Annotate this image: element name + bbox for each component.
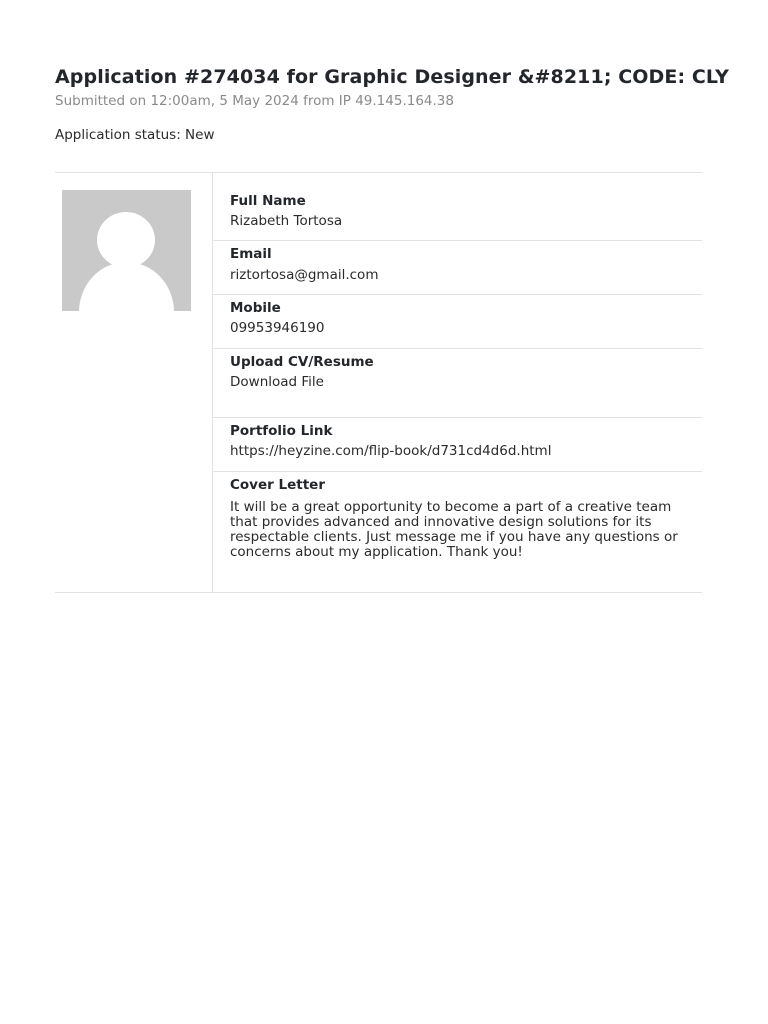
- field-cover-letter: [213, 472, 702, 591]
- submission-info: Submitted on 12:00am, 5 May 2024 from IP 49.145.164.38: [55, 93, 454, 109]
- field-mobile: [213, 295, 702, 349]
- applicant-card: [55, 172, 702, 593]
- portfolio-label: Portfolio Link: [230, 423, 333, 439]
- page-title: Application #274034 for Graphic Designer &#8211; CODE: CLY: [55, 66, 730, 88]
- full-name-label: Full Name: [230, 193, 306, 209]
- field-portfolio: [213, 418, 702, 472]
- email-value: riztortosa@gmail.com: [230, 267, 379, 283]
- cv-label: Upload CV/Resume: [230, 354, 374, 370]
- full-name-value: Rizabeth Tortosa: [230, 213, 343, 229]
- avatar-body: [79, 262, 174, 311]
- avatar-head: [97, 212, 155, 268]
- portfolio-link[interactable]: https://heyzine.com/flip-book/d731cd4d6d.html: [230, 443, 552, 459]
- cover-letter-label: Cover Letter: [230, 477, 325, 493]
- photo-column: [55, 173, 213, 592]
- email-label: Email: [230, 246, 272, 262]
- mobile-label: Mobile: [230, 300, 281, 316]
- field-email: [213, 241, 702, 295]
- field-full-name: [213, 173, 702, 241]
- application-status: Application status: New: [55, 127, 215, 143]
- download-cv-link[interactable]: Download File: [230, 374, 324, 390]
- cover-letter-text: It will be a great opportunity to become a part of a creative team that provides advanced and innovative design solutions for its respectable clients. Just message me if you have any questions or concerns about my application. Thank you!: [230, 499, 678, 560]
- field-cv-upload: [213, 349, 702, 418]
- mobile-value: 09953946190: [230, 320, 325, 336]
- avatar-placeholder-icon: [62, 190, 191, 311]
